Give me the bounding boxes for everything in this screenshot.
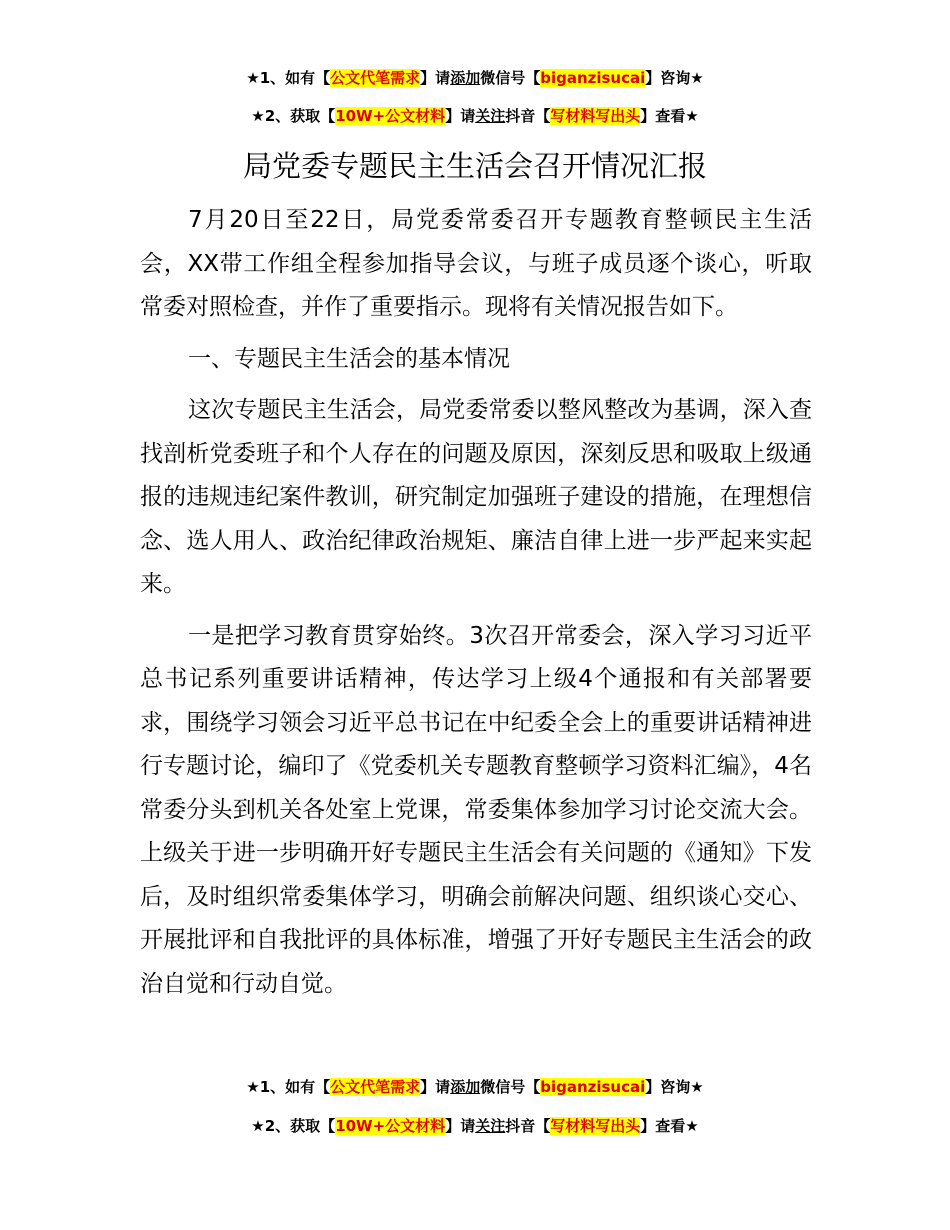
promo-text: 】请 — [420, 1078, 451, 1096]
promo-text: ★1、如有【 — [246, 69, 331, 87]
promo-text: 微信号【 — [480, 1078, 541, 1096]
promo-text: ★2、获取【 — [251, 1117, 336, 1135]
body-paragraph: 一是把学习教育贯穿始终。3次召开常委会，深入学习习近平总书记系列重要讲话精神，传达学习上级4个通报和有关部署要求，围绕学习领会习近平总书记在中纪委全会上的重要讲话精神进行专题讨论，编印了《党委机关专题教育整顿学习资料汇编》，4名常委分头到机关各处室上党课，常委集体参加学习讨论交流大会。上级关于进一步明确开好专题民主生活会有关问题的《通知》下发后，及时组织常委集体学习，明确会前解决问题、组织谈心交心、开展批评和自我批评的具体标准，增强了开好专题民主生活会的政治自觉和行动自觉。 — [140, 622, 812, 997]
promo-highlight: biganzisucai — [540, 69, 646, 87]
promo-text: ★2、获取【 — [251, 107, 336, 125]
promo-banner-top-2 — [0, 106, 950, 126]
promo-text: 微信号【 — [480, 69, 541, 87]
promo-highlight: 公文代笔需求 — [330, 69, 421, 87]
promo-highlight: biganzisucai — [540, 1078, 646, 1096]
promo-text: ★1、如有【 — [246, 1078, 331, 1096]
promo-highlight: 10W+公文材料 — [335, 107, 446, 125]
document-title: 局党委专题民主生活会召开情况汇报 — [242, 149, 707, 183]
promo-banner-bottom-2 — [0, 1116, 950, 1136]
promo-highlight: 10W+公文材料 — [335, 1117, 446, 1135]
body-paragraph: 这次专题民主生活会，局党委常委以整风整改为基调，深入查找剖析党委班子和个人存在的问题及原因，深刻反思和吸取上级通报的违规违纪案件教训，研究制定加强班子建设的措施，在理想信念、选人用人、政治纪律政治规矩、廉洁自律上进一步严起来实起来。 — [140, 397, 812, 597]
promo-text: 】查看★ — [640, 1117, 699, 1135]
promo-highlight: 写材料写出头 — [550, 1117, 641, 1135]
promo-text: 】请 — [420, 69, 451, 87]
section-heading: 一、专题民主生活会的基本情况 — [188, 345, 510, 372]
promo-text: 】咨询★ — [645, 69, 704, 87]
promo-underlined: 关注 — [475, 107, 506, 125]
promo-banner-top-1 — [0, 68, 950, 88]
promo-text: 】请 — [445, 1117, 476, 1135]
promo-text: 】请 — [445, 107, 476, 125]
body-paragraph: 7月20日至22日，局党委常委召开专题教育整顿民主生活会，XX带工作组全程参加指导会议，与班子成员逐个谈心，听取常委对照检查，并作了重要指示。现将有关情况报告如下。 — [140, 207, 812, 320]
promo-text: 抖音【 — [505, 1117, 551, 1135]
promo-highlight: 公文代笔需求 — [330, 1078, 421, 1096]
promo-text: 】咨询★ — [645, 1078, 704, 1096]
promo-banner-bottom-1 — [0, 1077, 950, 1097]
document-body — [140, 199, 812, 1014]
promo-underlined: 添加 — [450, 69, 481, 87]
promo-underlined: 关注 — [475, 1117, 506, 1135]
promo-text: 抖音【 — [505, 107, 551, 125]
promo-highlight: 写材料写出头 — [550, 107, 641, 125]
promo-underlined: 添加 — [450, 1078, 481, 1096]
promo-text: 】查看★ — [640, 107, 699, 125]
